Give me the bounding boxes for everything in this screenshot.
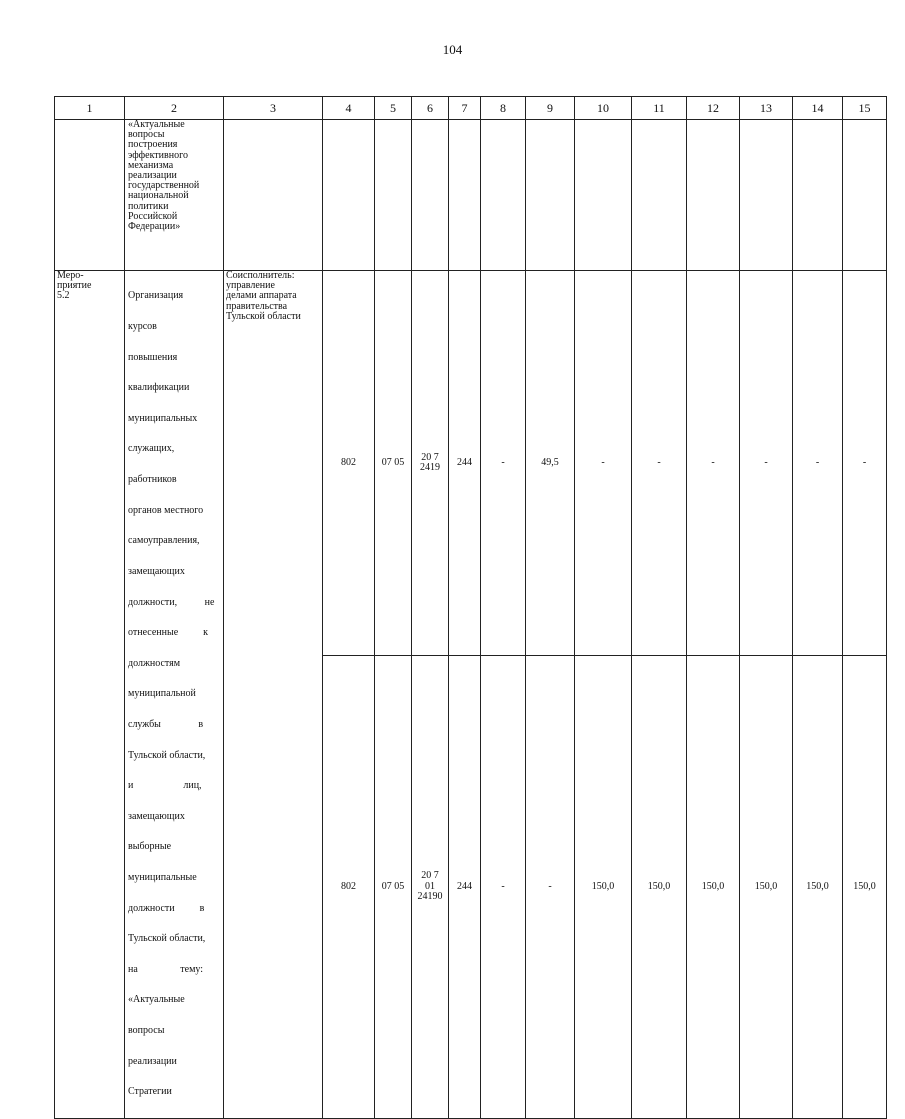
budget-table bbox=[54, 96, 887, 1119]
text-line: «Актуальные bbox=[128, 994, 185, 1006]
text-line: и лиц, bbox=[128, 780, 202, 792]
text-line: вопросы bbox=[128, 129, 165, 141]
table-cell: 07 05 bbox=[375, 655, 412, 1118]
table-cell: 244 bbox=[449, 655, 481, 1118]
header-cell: 6 bbox=[412, 97, 449, 120]
table-cell: 244 bbox=[449, 271, 481, 656]
header-cell: 5 bbox=[375, 97, 412, 120]
table-cell: - bbox=[481, 655, 526, 1118]
text-line: органов местного bbox=[128, 504, 204, 516]
text-line: повышения bbox=[128, 351, 178, 363]
table-cell: 802 bbox=[323, 655, 375, 1118]
text-line: государственной bbox=[128, 180, 200, 192]
header-cell: 9 bbox=[526, 97, 575, 120]
text-line: замещающих bbox=[128, 810, 185, 822]
table-cell bbox=[740, 120, 793, 271]
table-cell: 07 05 bbox=[375, 271, 412, 656]
text-line: 20 7 bbox=[421, 451, 439, 463]
table-cell: 150,0 bbox=[740, 655, 793, 1118]
table-cell bbox=[793, 120, 843, 271]
text-line: политики bbox=[128, 200, 169, 212]
table-cell: 150,0 bbox=[793, 655, 843, 1118]
text-line: вопросы bbox=[128, 1025, 165, 1037]
table-cell: 49,5 bbox=[526, 271, 575, 656]
header-cell: 1 bbox=[55, 97, 125, 120]
text-line: выборные bbox=[128, 841, 172, 853]
table-cell bbox=[412, 120, 449, 271]
text-line: 2419 bbox=[420, 461, 440, 473]
header-cell: 2 bbox=[125, 97, 224, 120]
page-number: 104 bbox=[442, 42, 463, 57]
header-cell: 10 bbox=[575, 97, 632, 120]
text-line: муниципальные bbox=[128, 871, 197, 883]
text-line: 20 7 bbox=[421, 870, 439, 882]
text-line: отнесенные к bbox=[128, 627, 208, 639]
text-line: на тему: bbox=[128, 963, 204, 975]
table-cell: - bbox=[740, 271, 793, 656]
text-line: построения bbox=[128, 139, 178, 151]
measure-label-cell bbox=[55, 271, 125, 1119]
table-cell: - bbox=[793, 271, 843, 656]
text-line: Организация bbox=[128, 290, 184, 302]
text-line: приятие bbox=[57, 280, 92, 292]
table-cell: - bbox=[575, 271, 632, 656]
table-cell bbox=[575, 120, 632, 271]
text-line: служащих, bbox=[128, 443, 175, 455]
table-cell: 802 bbox=[323, 271, 375, 656]
table-cell: 150,0 bbox=[632, 655, 687, 1118]
table-cell: 150,0 bbox=[843, 655, 887, 1118]
table-cell bbox=[55, 120, 125, 271]
text-line: курсов bbox=[128, 321, 157, 333]
text-line: механизма bbox=[128, 159, 174, 171]
text-line: «Актуальные bbox=[128, 119, 185, 130]
co-executor-cell bbox=[224, 271, 323, 1119]
text-line: работников bbox=[128, 474, 177, 486]
text-line: должностям bbox=[128, 657, 181, 669]
table-cell bbox=[323, 120, 375, 271]
table-cell bbox=[449, 120, 481, 271]
table-cell: 150,0 bbox=[575, 655, 632, 1118]
header-cell: 4 bbox=[323, 97, 375, 120]
text-line: замещающих bbox=[128, 565, 185, 577]
table-cell bbox=[224, 120, 323, 271]
continued-row bbox=[55, 120, 887, 271]
table-cell bbox=[412, 655, 449, 1118]
header-cell: 15 bbox=[843, 97, 887, 120]
text-line: Соисполнитель: bbox=[226, 270, 295, 281]
text-line: управление bbox=[226, 280, 275, 292]
text-line: 5.2 bbox=[57, 290, 70, 302]
text-line: должности, не bbox=[128, 596, 215, 608]
text-line: Российской bbox=[128, 210, 178, 222]
text-line: национальной bbox=[128, 190, 189, 202]
text-line: должности в bbox=[128, 902, 205, 914]
header-cell: 7 bbox=[449, 97, 481, 120]
text-line: реализации bbox=[128, 170, 177, 182]
table-cell: - bbox=[632, 271, 687, 656]
text-line: муниципальных bbox=[128, 412, 198, 424]
continued-description-cell bbox=[125, 120, 224, 271]
text-line: муниципальной bbox=[128, 688, 196, 700]
table-cell bbox=[843, 120, 887, 271]
text-line: Федерации» bbox=[128, 221, 181, 233]
table-cell: - bbox=[843, 271, 887, 656]
table-cell: 150,0 bbox=[687, 655, 740, 1118]
text-line: Стратегии bbox=[128, 1086, 172, 1098]
text-line: Тульской области, bbox=[128, 749, 206, 761]
header-cell: 3 bbox=[224, 97, 323, 120]
text-line: реализации bbox=[128, 1055, 177, 1067]
header-cell: 8 bbox=[481, 97, 526, 120]
text-line: 01 bbox=[425, 880, 435, 892]
text-line: Тульской области, bbox=[128, 933, 206, 945]
text-line: 24190 bbox=[417, 890, 443, 902]
table-cell bbox=[687, 120, 740, 271]
header-row bbox=[55, 97, 887, 120]
text-line: эффективного bbox=[128, 149, 188, 161]
text-line: правительства bbox=[226, 300, 288, 312]
measure-row-1 bbox=[55, 271, 887, 656]
text-line: самоуправления, bbox=[128, 535, 200, 547]
table-cell: - bbox=[687, 271, 740, 656]
header-cell: 13 bbox=[740, 97, 793, 120]
measure-description-cell bbox=[125, 271, 224, 1119]
table-cell bbox=[526, 120, 575, 271]
table-cell bbox=[412, 271, 449, 656]
table-cell: - bbox=[526, 655, 575, 1118]
text-line: делами аппарата bbox=[226, 290, 297, 302]
table-cell bbox=[481, 120, 526, 271]
text-line: службы в bbox=[128, 718, 204, 730]
table-cell: - bbox=[481, 271, 526, 656]
header-cell: 12 bbox=[687, 97, 740, 120]
table-cell bbox=[632, 120, 687, 271]
table-cell bbox=[375, 120, 412, 271]
header-cell: 14 bbox=[793, 97, 843, 120]
text-line: Меро- bbox=[57, 270, 84, 281]
text-line: Тульской области bbox=[226, 310, 301, 322]
header-cell: 11 bbox=[632, 97, 687, 120]
text-line: квалификации bbox=[128, 382, 190, 394]
